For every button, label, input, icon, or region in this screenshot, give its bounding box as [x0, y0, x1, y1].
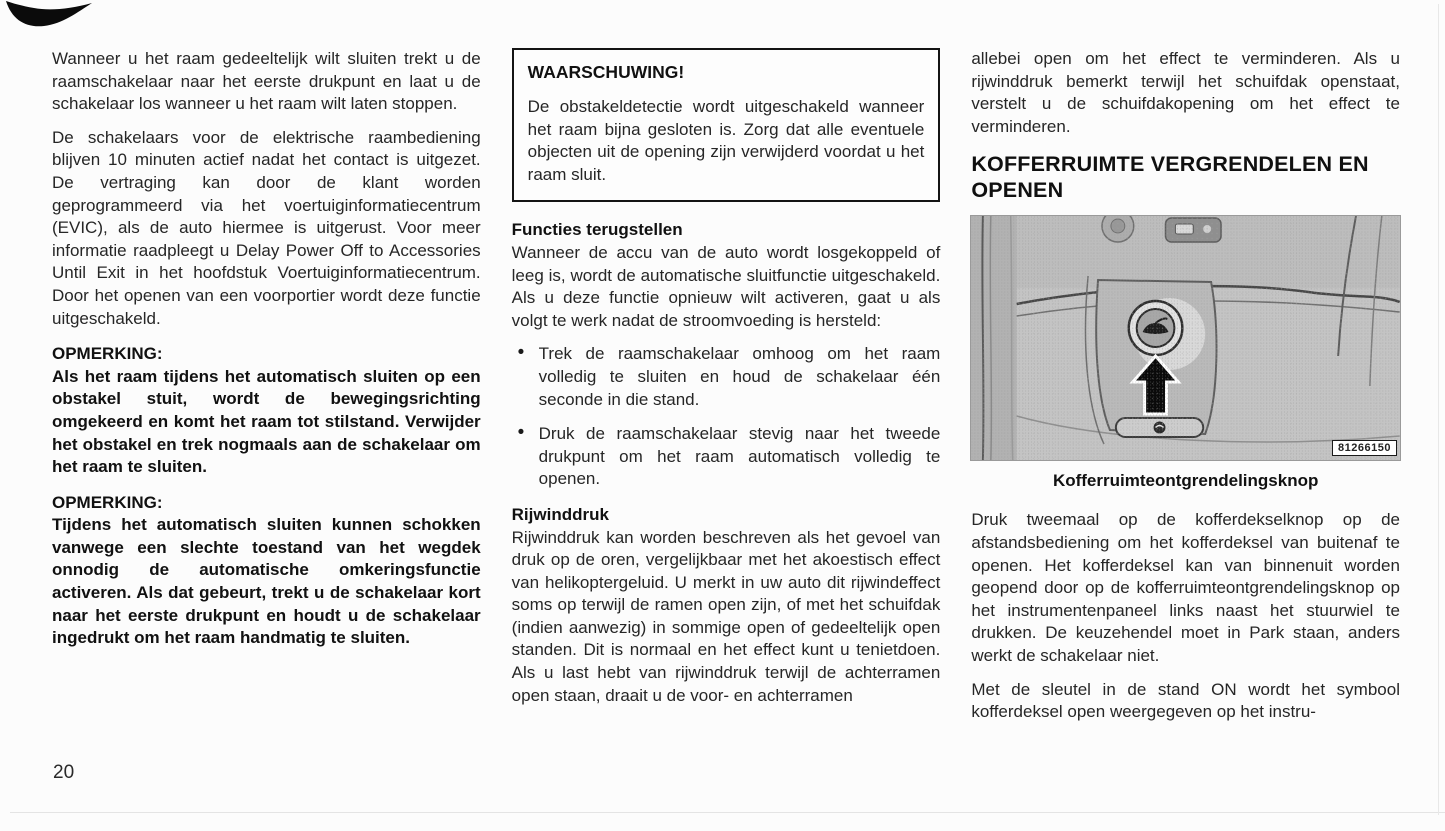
subsection-heading: Rijwinddruk	[511, 504, 609, 524]
warning-title: WAARSCHUWING!	[527, 62, 685, 82]
paragraph: Druk tweemaal op de kofferdekselknop op de afstandsbediening om het kofferdeksel van buitenaf te openen. Het kofferdeksel kan van binnenuit worden geopend door op de kofferruimteontgrendelingsknop op het instrumentenpaneel links naast het stuurwiel te drukken. De keuzehendel moet in Park staan, anders werkt de schakelaar niet.	[971, 510, 1400, 665]
subsection-heading: Functies terugstellen	[511, 220, 683, 240]
page-columns	[52, 48, 1400, 735]
paragraph: Met de sleutel in de stand ON wordt het symbool kofferdeksel open weergegeven op het instru-	[971, 679, 1400, 722]
section-heading: KOFFERRUIMTE VERGRENDELEN EN OPENEN	[971, 152, 1369, 202]
paragraph: allebei open om het effect te verminderen. Als u rijwinddruk bemerkt terwijl het schuifdak openstaat, verstelt u de schuifdakopening om het effect te verminderen.	[971, 49, 1400, 136]
note-heading: OPMERKING:	[52, 344, 163, 364]
page-number: 20	[53, 762, 75, 783]
paragraph: Wanneer u het raam gedeeltelijk wilt sluiten trekt u de raamschakelaar naar het eerste drukpunt en laat u de schakelaar los wanneer u het raam wilt laten stoppen.	[52, 49, 481, 114]
trunk-release-figure	[971, 216, 1400, 491]
bullet-list	[512, 343, 941, 491]
column-right	[971, 48, 1400, 735]
scan-corner-artifact	[0, 0, 96, 32]
column-left	[52, 48, 481, 735]
paragraph: Wanneer de accu van de auto wordt losgekoppeld of leeg is, wordt de automatische sluitfunctie uitgeschakeld. Als u deze functie opnieuw wilt activeren, gaat u als volgt te werk nadat de stroomvoeding is hersteld:	[511, 242, 941, 330]
dashboard-illustration	[971, 216, 1400, 460]
bullet-item: • Trek de raamschakelaar omhoog om het raam volledig te sluiten en houd de schakelaar één seconde in die stand.	[512, 343, 941, 411]
paragraph: Rijwinddruk kan worden beschreven als het gevoel van druk op de oren, vergelijkbaar met het akoestisch effect van helikoptergeluid. U merkt in uw auto dit rijwindeffect soms op terwijl de ramen open zijn, of met het schuifdak (indien aanwezig) in sommige open of gedeeltelijk open standen. Dit is normaal en het effect kunt u tenietdoen. Als u last hebt van rijwinddruk terwijl de achterramen open staan, draait u de voor- en achterramen	[511, 527, 941, 705]
note-body: Tijdens het automatisch sluiten kunnen schokken vanwege een slechte toestand van het wegdek onnodig de automatische omkeringsfunctie activeren. Als dat gebeurt, trekt u de schakelaar kort naar het eerste drukpunt en houdt u de schakelaar ingedrukt om het raam handmatig te sluiten.	[52, 515, 481, 648]
bullet-item: • Druk de raamschakelaar stevig naar het tweede drukpunt om het raam automatisch volledig te openen.	[512, 423, 941, 491]
scan-page-edge-bottom	[10, 812, 1445, 813]
column-middle	[512, 48, 941, 735]
note-body: Als het raam tijdens het automatisch sluiten op een obstakel stuit, wordt de bewegingsrichting omgekeerd en komt het raam tot stilstand. Verwijder het obstakel en trek nogmaals aan de schakelaar om het raam te sluiten.	[52, 366, 481, 477]
figure-caption: Kofferruimteontgrendelingsknop	[1052, 471, 1319, 491]
note-heading: OPMERKING:	[52, 492, 163, 512]
image-id-badge: 81266150	[1332, 440, 1397, 456]
warning-body: De obstakeldetectie wordt uitgeschakeld wanneer het raam bijna gesloten is. Zorg dat alle eventuele objecten uit de opening zijn verwijderd voordat u het raam sluit.	[527, 97, 925, 184]
trunk-release-photo	[971, 216, 1400, 460]
paragraph: De schakelaars voor de elektrische raambediening blijven 10 minuten actief nadat het contact is uitgezet. De vertraging kan door de klant worden geprogrammeerd via het voertuiginformatiecentrum (EVIC), als de auto hiermee is uitgerust. Voor meer informatie raadpleegt u Delay Power Off to Accessories Until Exit in het hoofdstuk Voertuiginformatiecentrum. Door het openen van een voorportier wordt deze functie uitgeschakeld.	[52, 127, 481, 328]
scan-page-edge-right	[1438, 4, 1439, 815]
warning-box	[512, 48, 941, 202]
